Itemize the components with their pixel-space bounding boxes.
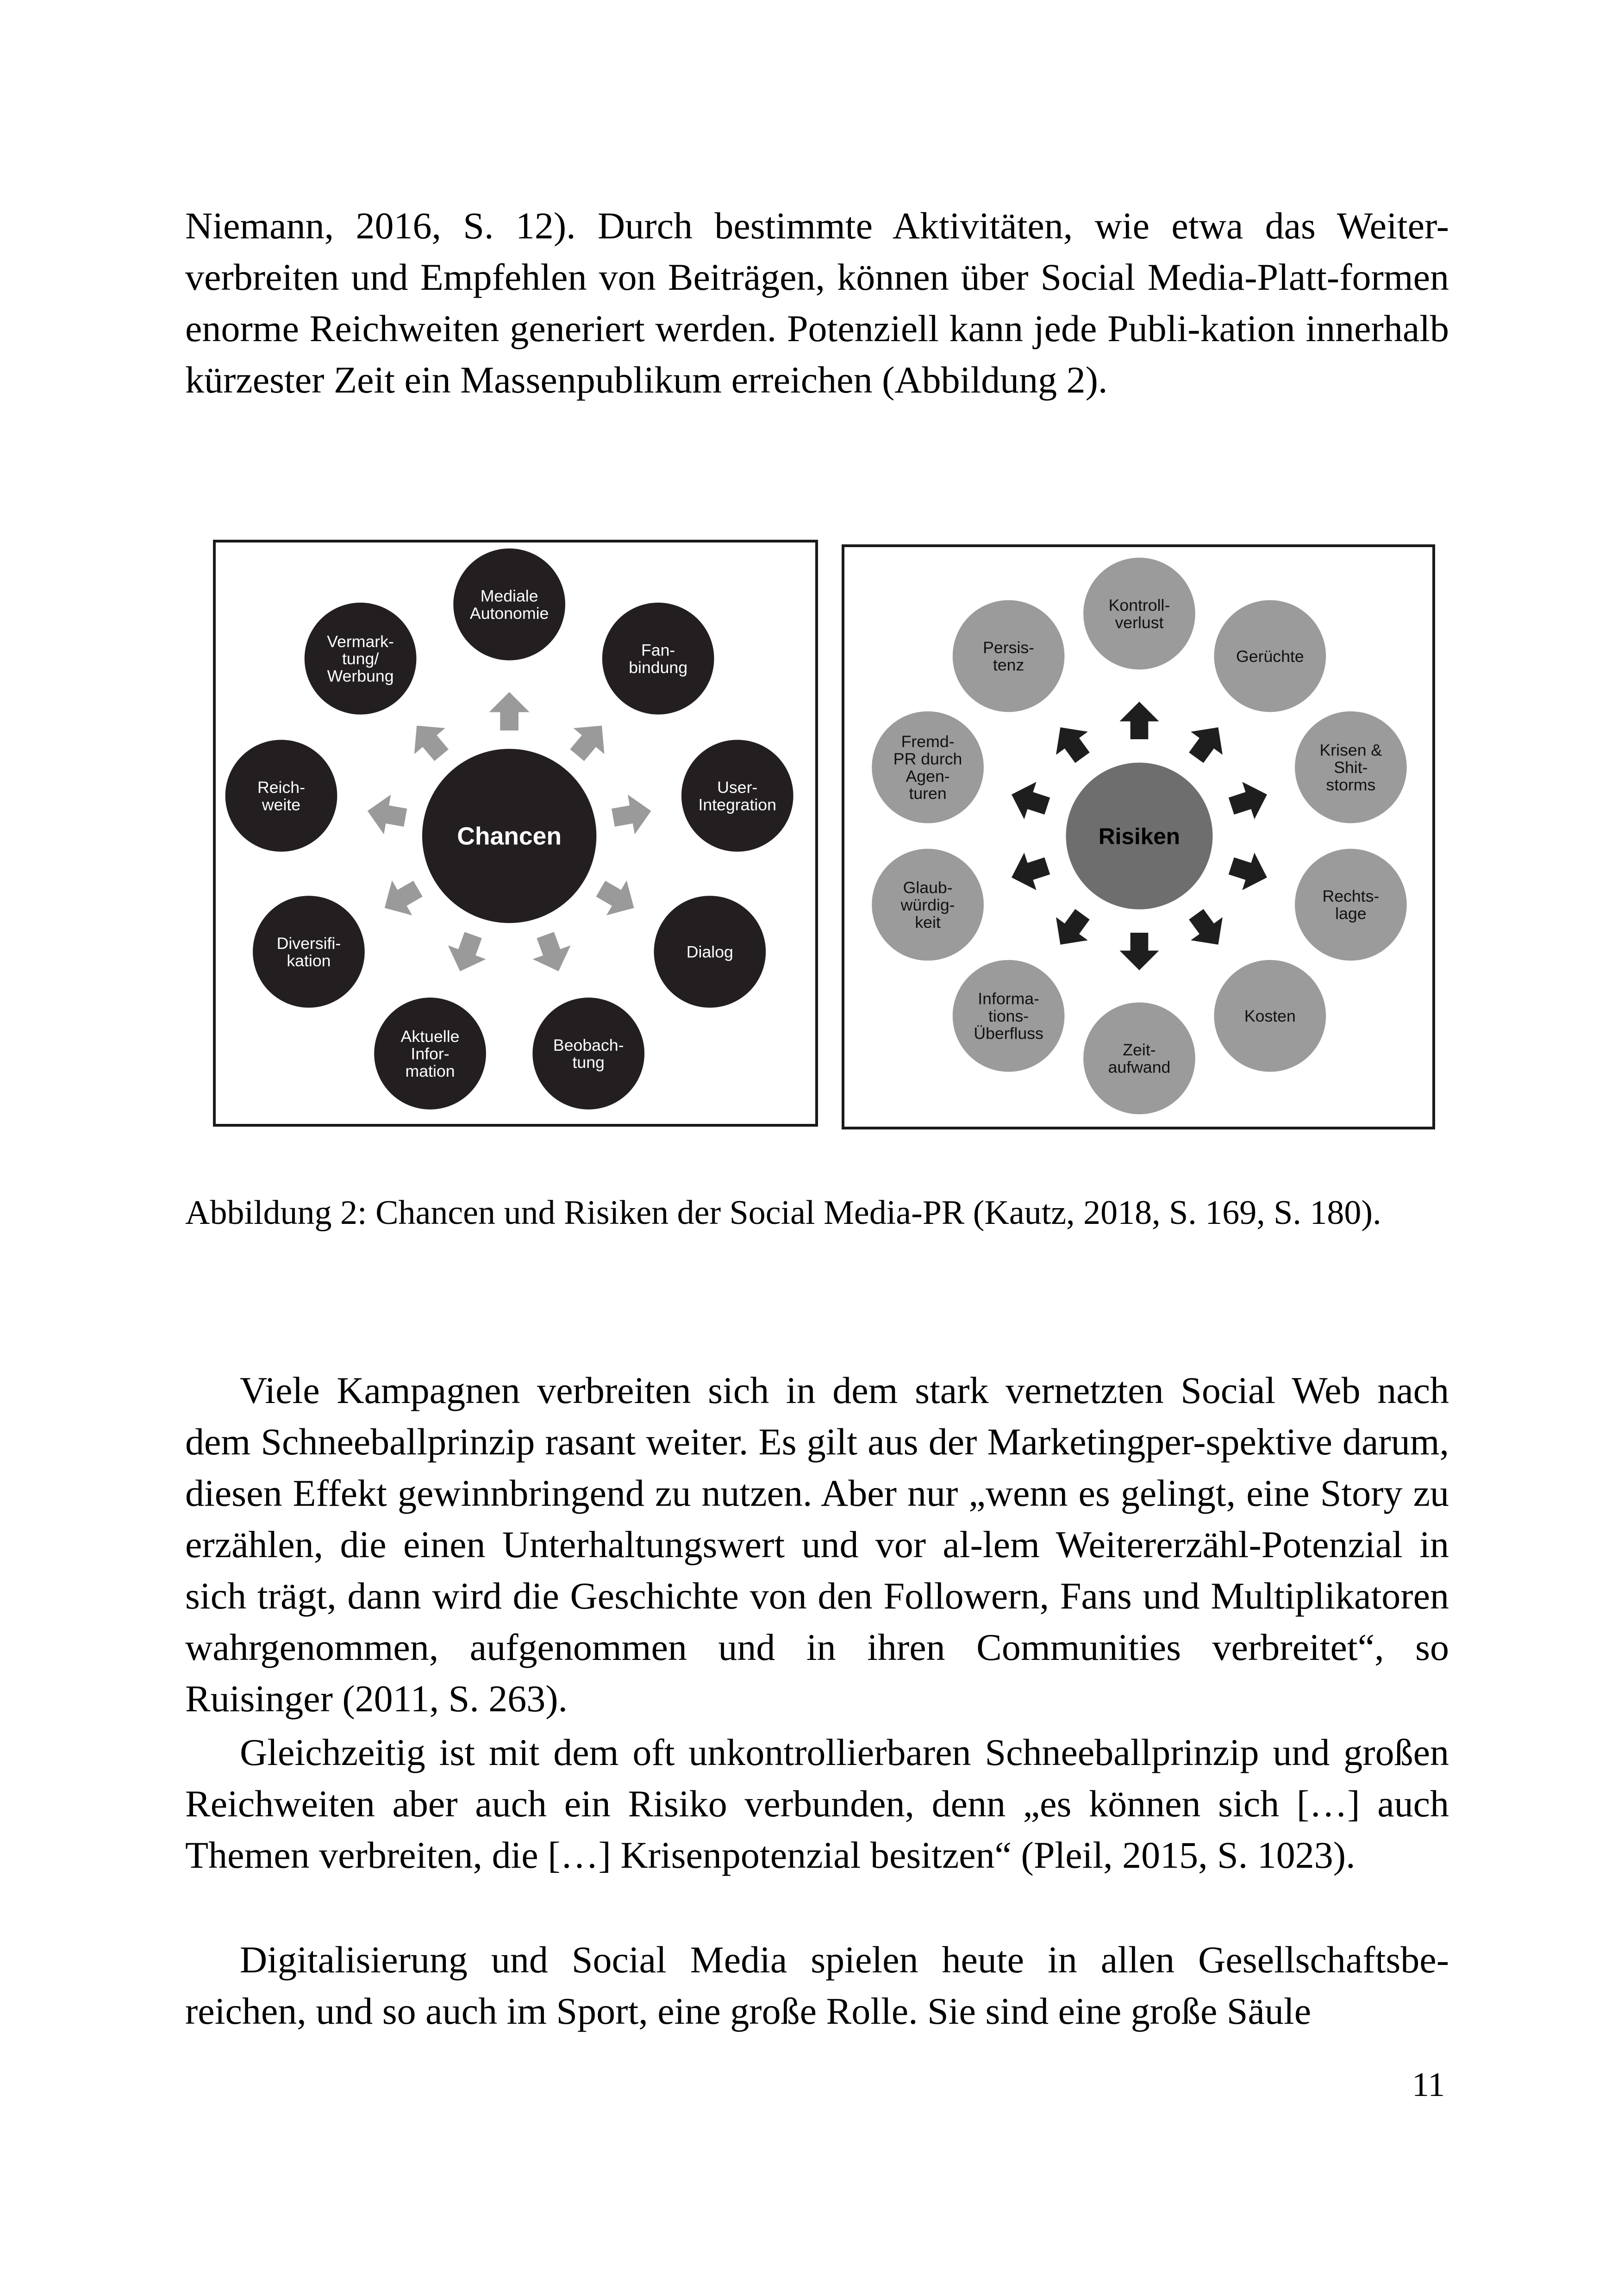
risiken-node-label-line: würdig- [900, 895, 955, 914]
chancen-node-label-line: Aktuelle [400, 1027, 460, 1046]
risiken-diagram [844, 547, 1432, 1127]
chancen-node-label-line: Werbung [327, 667, 394, 686]
risiken-node-label-line: Kontroll- [1108, 596, 1170, 615]
chancen-node-label [687, 943, 733, 961]
risiken-node-label-line: storms [1326, 775, 1376, 794]
chancen-node-label-line: Vermark- [327, 632, 394, 651]
chancen-node-label-line: kation [287, 951, 331, 970]
risiken-node-label [1109, 596, 1170, 631]
chancen-center-label-line: Chancen [457, 823, 562, 850]
risiken-node-label [1236, 647, 1304, 666]
risiken-node-label-line: aufwand [1108, 1058, 1171, 1077]
risiken-arrow [1044, 903, 1098, 956]
risiken-arrow [1044, 716, 1098, 769]
risiken-node-label-line: verlust [1115, 613, 1164, 632]
risiken-node-label-line: Shit- [1334, 758, 1368, 777]
paragraph-1: Niemann, 2016, S. 12). Durch bestimmte Aktivitäten, wie etwa das Weiter-verbreiten und Empfehlen von Beiträgen, können über Social Media-Platt-formen enorme Reichweiten generiert werden. Potenziell kann jede Publi-kation innerhalb kürzester Zeit ein Massenpublikum erreichen (Abbildung 2). [185, 205, 1449, 401]
risiken-node-label-line: Gerüchte [1236, 647, 1304, 666]
chancen-node-label-line: bindung [629, 658, 688, 677]
chancen-node-label-line: mation [405, 1061, 455, 1080]
risiken-node-label-line: Rechts- [1322, 887, 1380, 906]
chancen-node-label-line: weite [262, 795, 301, 814]
figure-risiken [842, 544, 1435, 1129]
risiken-arrow [1225, 847, 1273, 896]
risiken-arrow [1180, 903, 1234, 956]
chancen-arrow [562, 713, 617, 768]
chancen-node-label-line: Dialog [686, 942, 733, 961]
risiken-node-label-line: Fremd- [901, 732, 955, 751]
chancen-node-label-line: tung [572, 1053, 605, 1072]
chancen-diagram [216, 543, 815, 1124]
chancen-node-label-line: Reich- [257, 778, 306, 797]
chancen-node-label [257, 778, 305, 814]
risiken-node-label-line: PR durch [893, 749, 962, 768]
chancen-arrow [489, 692, 530, 730]
chancen-node-label-line: Autonomie [469, 604, 549, 623]
chancen-arrow [591, 871, 644, 925]
page-number: 11 [1412, 2066, 1445, 2104]
risiken-node-label-line: Agen- [906, 767, 950, 786]
risiken-center-label-line: Risiken [1098, 823, 1181, 849]
risiken-node-label-line: tions- [988, 1007, 1029, 1026]
chancen-arrow [375, 871, 428, 925]
chancen-node-label-line: Diversifi- [276, 934, 341, 953]
chancen-arrow [364, 791, 409, 837]
chancen-arrow [526, 928, 577, 978]
risiken-arrow [1119, 702, 1159, 739]
risiken-arrow [1006, 776, 1053, 825]
risiken-node-label-line: Überfluss [974, 1024, 1043, 1043]
chancen-node-label-line: Mediale [480, 586, 538, 605]
risiken-node-label-line: tenz [993, 655, 1024, 674]
risiken-node-label-line: Krisen & [1319, 741, 1382, 760]
chancen-node-label [470, 586, 549, 622]
figure-chancen [213, 540, 818, 1127]
risiken-node-label-line: Informa- [978, 989, 1039, 1008]
chancen-node-label-line: Integration [698, 795, 776, 814]
paragraph-2: Viele Kampagnen verbreiten sich in dem stark vernetzten Social Web nach dem Schneeballprinzip rasant weiter. Es gilt aus der Marketingper-spektive darum, diesen Effekt gewinnbringend zu nutzen. Aber nur „wenn es gelingt, eine Story zu erzählen, die einen Unterhaltungswert und vor al-lem Weitererzähl-Potenzial in sich trägt, dann wird die Geschichte von den Followern, Fans und Multiplikatoren wahrgenommen, aufgenommen und in ihren Communities verbreitet“, so Ruisinger (2011, S. 263). [185, 1369, 1449, 1720]
risiken-node-label [1244, 1007, 1296, 1025]
risiken-arrow [1119, 933, 1159, 970]
chancen-node-label-line: Beobach- [553, 1035, 624, 1054]
risiken-arrow [1180, 716, 1234, 769]
risiken-node-label-line: keit [915, 913, 941, 932]
risiken-node-label-line: Zeit- [1123, 1041, 1156, 1060]
risiken-node-label-line: lage [1335, 904, 1367, 923]
risiken-center-label [1099, 823, 1180, 849]
risiken-node-label-line: turen [909, 784, 947, 803]
risiken-node-label-line: Glaub- [903, 878, 953, 897]
risiken-node-label-line: Kosten [1244, 1007, 1296, 1026]
chancen-node-label-line: Infor- [411, 1044, 450, 1063]
paragraph-3: Gleichzeitig ist mit dem oft unkontrollierbaren Schneeballprinzip und großen Reichweiten aber auch ein Risiko verbunden, denn „es können sich […] auch Themen verbreiten, die […] Krisenpotenzial besitzen“ (Pleil, 2015, S. 1023). [185, 1731, 1449, 1876]
paragraph-4: Digitalisierung und Social Media spielen heute in allen Gesellschaftsbe-reichen, und so auch im Sport, eine große Rolle. Sie sind eine große Säule [185, 1939, 1449, 2032]
risiken-arrow [1225, 776, 1273, 825]
chancen-arrow [610, 791, 655, 837]
figure-caption: Abbildung 2: Chancen und Risiken der Social Media-PR (Kautz, 2018, S. 169, S. 180). [185, 1194, 1381, 1232]
chancen-node-label-line: Fan- [641, 641, 675, 660]
chancen-arrow [441, 928, 492, 978]
chancen-node-label-line: User- [717, 778, 758, 797]
chancen-node-label-line: tung/ [342, 649, 379, 668]
risiken-node-label-line: Persis- [983, 638, 1035, 657]
risiken-arrow [1006, 847, 1053, 896]
chancen-center-label [457, 823, 562, 850]
chancen-arrow [401, 713, 457, 768]
